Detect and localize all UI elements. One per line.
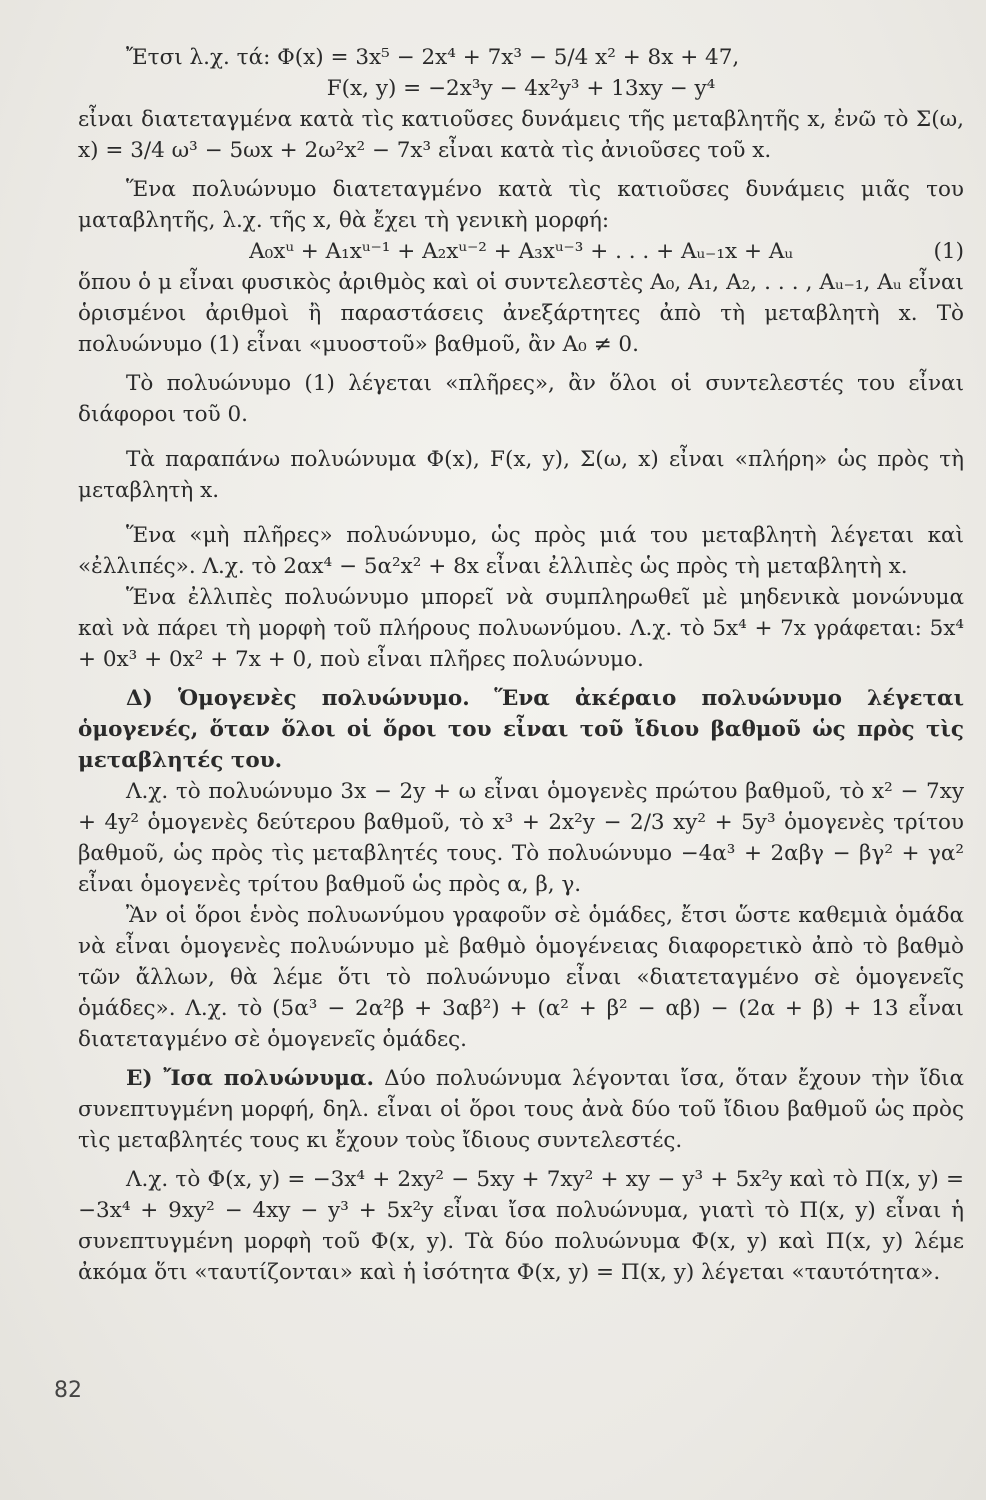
paragraph-12: Λ.χ. τὸ πολυώνυμο 3x − 2y + ω εἶναι ὁμογενὲς πρώτου βαθμοῦ, τὸ x² − 7xy + 4y² ὁμογενὲς δεύτερου βαθμοῦ, τὸ x³ + 2x²y − 2/3 xy² + 5y³ ὁμογενὲς τρίτου βαθμοῦ, ὡς πρὸς τὶς μεταβλητές τους. Τὸ πολυώνυμο −4α³ + 2αβγ − βγ² + γα² εἶναι ὁμογενὲς τρίτου βαθμοῦ ὡς πρὸς α, β, γ. xyxy=(78,779,964,897)
paragraph-7: Τὸ πολυώνυμο (1) λέγεται «πλῆρες», ἂν ὅλοι οἱ συντελεστές του εἶναι διάφοροι τοῦ 0. xyxy=(78,371,964,427)
section-e xyxy=(78,1063,964,1156)
general-form-text: A₀xᵘ + A₁xᵘ⁻¹ + A₂xᵘ⁻² + A₃xᵘ⁻³ + . . . + Aᵤ₋₁x + Aᵤ xyxy=(249,239,793,264)
page-body xyxy=(78,42,964,1288)
paragraph-8: Τὰ παραπάνω πολυώνυμα Φ(x), F(x, y), Σ(ω, x) εἶναι «πλήρη» ὡς πρὸς τὴ μεταβλητὴ x. xyxy=(78,447,964,503)
paragraph-9: Ἕνα «μὴ πλῆρες» πολυώνυμο, ὡς πρὸς μιά του μεταβλητὴ λέγεται καὶ «ἐλλιπές». Λ.χ. τὸ 2αx⁴ − 5α²x² + 8x εἶναι ἐλλιπὲς ὡς πρὸς τὴ μεταβλητὴ x. xyxy=(78,523,964,579)
equation-label: (1) xyxy=(933,239,964,264)
section-d-heading: Δ) Ὁμογενὲς πολυώνυμο. xyxy=(126,686,470,711)
equation-F: F(x, y) = −2x³y − 4x²y³ + 13xy − y⁴ xyxy=(326,76,716,101)
paragraph-10: Ἕνα ἐλλιπὲς πολυώνυμο μπορεῖ νὰ συμπληρωθεῖ μὲ μηδενικὰ μονώνυμα καὶ νὰ πάρει τὴ μορφὴ τοῦ πλήρους πολυωνύμου. Λ.χ. τὸ 5x⁴ + 7x γράφεται: 5x⁴ + 0x³ + 0x² + 7x + 0, ποὺ εἶναι πλῆρες πολυώνυμο. xyxy=(78,585,964,672)
paragraph-13: Ἂν οἱ ὅροι ἑνὸς πολυωνύμου γραφοῦν σὲ ὁμάδες, ἔτσι ὥστε καθεμιὰ ὁμάδα νὰ εἶναι ὁμογενὲς πολυώνυμο μὲ βαθμὸ ὁμογένειας διαφορετικὸ ἀπὸ τὸ βαθμὸ τῶν ἄλλων, θὰ λέμε ὅτι τὸ πολυώνυμο εἶναι «διατεταγμένο σὲ ὁμογενεῖς ὁμάδες». Λ.χ. τὸ (5α³ − 2α²β + 3αβ²) + (α² + β² − αβ) − (2α + β) + 13 εἶναι διατεταγμένο σὲ ὁμογενεῖς ὁμάδες. xyxy=(78,903,964,1052)
general-form-equation xyxy=(78,236,964,267)
page-number: 82 xyxy=(54,1378,82,1403)
paragraph-3: εἶναι διατεταγμένα κατὰ τὶς κατιοῦσες δυνάμεις τῆς μεταβλητῆς x, ἐνῶ τὸ Σ(ω, x) = 3/4 ω³ − 5ωx + 2ω²x² − 7x³ εἶναι κατὰ τὶς ἀνιοῦσες τοῦ x. xyxy=(78,107,964,163)
section-e-definition: Δύο πολυώνυμα λέγονται ἴσα, ὅταν ἔχουν τὴν ἴδια συνεπτυγμένη μορφή, δηλ. εἶναι οἱ ὅροι τους ἀνὰ δύο τοῦ ἴδιου βαθμοῦ ὡς πρὸς τὶς μεταβλητές τους κι ἔχουν τοὺς ἴδιους συντελεστές. xyxy=(78,1066,965,1153)
paragraph-4: Ἕνα πολυώνυμο διατεταγμένο κατὰ τὶς κατιοῦσες δυνάμεις μιᾶς του ματαβλητῆς, λ.χ. τῆς x, θὰ ἔχει τὴ γενικὴ μορφή: xyxy=(78,177,964,233)
paragraph-1: Ἔτσι λ.χ. τά: Φ(x) = 3x⁵ − 2x⁴ + 7x³ − 5/4 x² + 8x + 47, xyxy=(126,45,740,70)
paragraph-6: ὅπου ὁ μ εἶναι φυσικὸς ἀριθμὸς καὶ οἱ συντελεστὲς A₀, A₁, A₂, . . . , Aᵤ₋₁, Aᵤ εἶναι ὁρισμένοι ἀριθμοὶ ἢ παραστάσεις ἀνεξάρτητες ἀπὸ τὴ μεταβλητὴ x. Τὸ πολυώνυμο (1) εἶναι «μυοστοῦ» βαθμοῦ, ἂν A₀ ≠ 0. xyxy=(78,270,964,357)
section-d xyxy=(78,683,964,776)
paragraph-15: Λ.χ. τὸ Φ(x, y) = −3x⁴ + 2xy² − 5xy + 7xy² + xy − y³ + 5x²y καὶ τὸ Π(x, y) = −3x⁴ + 9xy² − 4xy − y³ + 5x²y εἶναι ἴσα πολυώνυμα, γιατὶ τὸ Π(x, y) εἶναι ἡ συνεπτυγμένη μορφὴ τοῦ Φ(x, y). Τὰ δύο πολυώνυμα Φ(x, y) καὶ Π(x, y) λέμε ἀκόμα ὅτι «ταυτίζονται» καὶ ἡ ἰσότητα Φ(x, y) = Π(x, y) λέγεται «ταυτότητα». xyxy=(78,1167,964,1285)
section-e-heading: Ε) Ἴσα πολυώνυμα. xyxy=(126,1066,374,1091)
section-d-definition: Ἕνα ἀκέραιο πολυώνυμο λέγεται ὁμογενές, ὅταν ὅλοι οἱ ὅροι του εἶναι τοῦ ἴδιου βαθμοῦ ὡς πρὸς τὶς μεταβλητές του. xyxy=(78,686,964,773)
